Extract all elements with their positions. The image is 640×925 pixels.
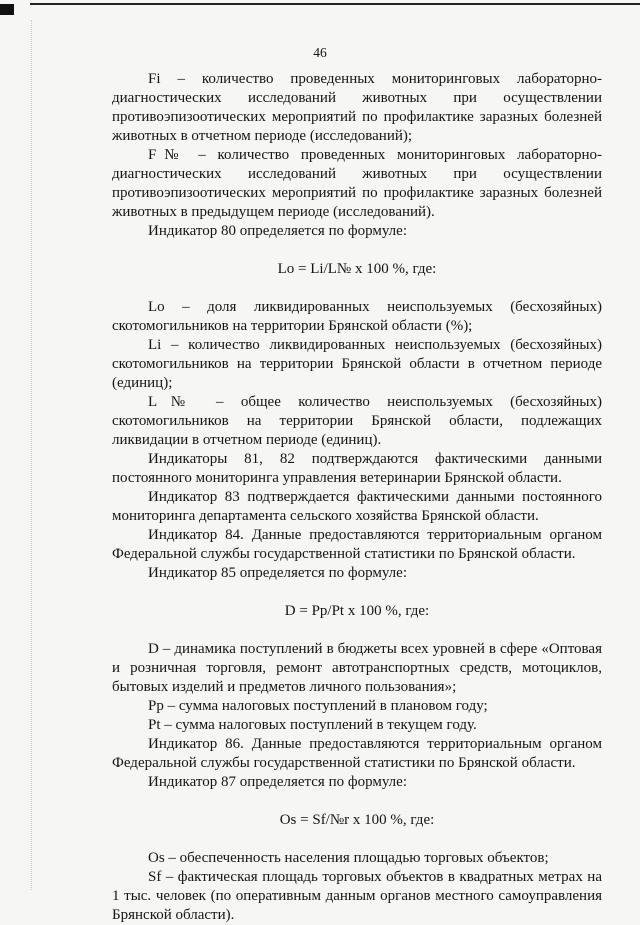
paragraph-indicator-86: Индикатор 86. Данные предоставляются территориальным органом Федеральной службы государственной статистики по Брянской области. — [112, 736, 602, 771]
paragraph-os-definition: Os – обеспеченность населения площадью торговых объектов; — [148, 850, 549, 866]
paragraph-indicator-85: Индикатор 85 определяется по формуле: — [148, 565, 407, 581]
paragraph-lo-definition: Lo – доля ликвидированных неиспользуемых (бесхозяйных) скотомогильников на территории Брянской области (%); — [112, 299, 602, 334]
paragraph-indicator-84: Индикатор 84. Данные предоставляются территориальным органом Федеральной службы государственной статистики по Брянской области. — [112, 527, 602, 562]
paragraph-indicator-87: Индикатор 87 определяется по формуле: — [148, 774, 407, 790]
paragraph-ln-definition: L№ – общее количество неиспользуемых (бесхозяйных) скотомогильников на территории Брянской области, подлежащих ликвидации в отчетном периоде (единиц). — [112, 394, 602, 448]
document-body — [112, 70, 602, 925]
paragraph-fi-definition: Fi – количество проведенных мониторинговых лабораторно-диагностических исследований животных при осуществлении противоэпизоотических мероприятий по профилактике заразных болезней животных в отчетном периоде (исследований); — [112, 71, 602, 144]
page-number: 46 — [313, 45, 327, 60]
paragraph-indicator-80: Индикатор 80 определяется по формуле: — [148, 223, 407, 239]
formula-lo: Lo = Li/L№ x 100 %, где: — [277, 261, 437, 277]
top-border-line — [30, 3, 640, 5]
paragraph-li-definition: Li – количество ликвидированных неиспользуемых (бесхозяйных) скотомогильников на территории Брянской области в отчетном периоде (единиц); — [112, 337, 602, 391]
paragraph-fn-definition: F№ – количество проведенных мониторинговых лабораторно-диагностических исследований животных при осуществлении противоэпизоотических мероприятий по профилактике заразных болезней животных в предыдущем периоде (исследований). — [112, 147, 602, 220]
margin-dotted-line — [31, 20, 32, 890]
paragraph-sf-definition: Sf – фактическая площадь торговых объектов в квадратных метрах на 1 тыс. человек (по оперативным данным органов местного самоуправления Брянской области). — [112, 869, 602, 923]
formula-d: D = Pp/Pt x 100 %, где: — [284, 603, 430, 619]
paragraph-pt-definition: Pt – сумма налоговых поступлений в текущем году. — [148, 717, 477, 733]
formula-os: Os = Sf/№r x 100 %, где: — [279, 812, 435, 828]
paragraph-indicators-81-82: Индикаторы 81, 82 подтверждаются фактическими данными постоянного мониторинга управления ветеринарии Брянской области. — [112, 451, 602, 486]
scan-corner-mark — [0, 4, 14, 15]
paragraph-d-definition: D – динамика поступлений в бюджеты всех уровней в сфере «Оптовая и розничная торговля, ремонт автотранспортных средств, мотоциклов, бытовых изделий и предметов личного пользования»; — [112, 641, 602, 695]
paragraph-pp-definition: Pp – сумма налоговых поступлений в плановом году; — [148, 698, 488, 714]
paragraph-indicator-83: Индикатор 83 подтверждается фактическими данными постоянного мониторинга департамента сельского хозяйства Брянской области. — [112, 489, 602, 524]
